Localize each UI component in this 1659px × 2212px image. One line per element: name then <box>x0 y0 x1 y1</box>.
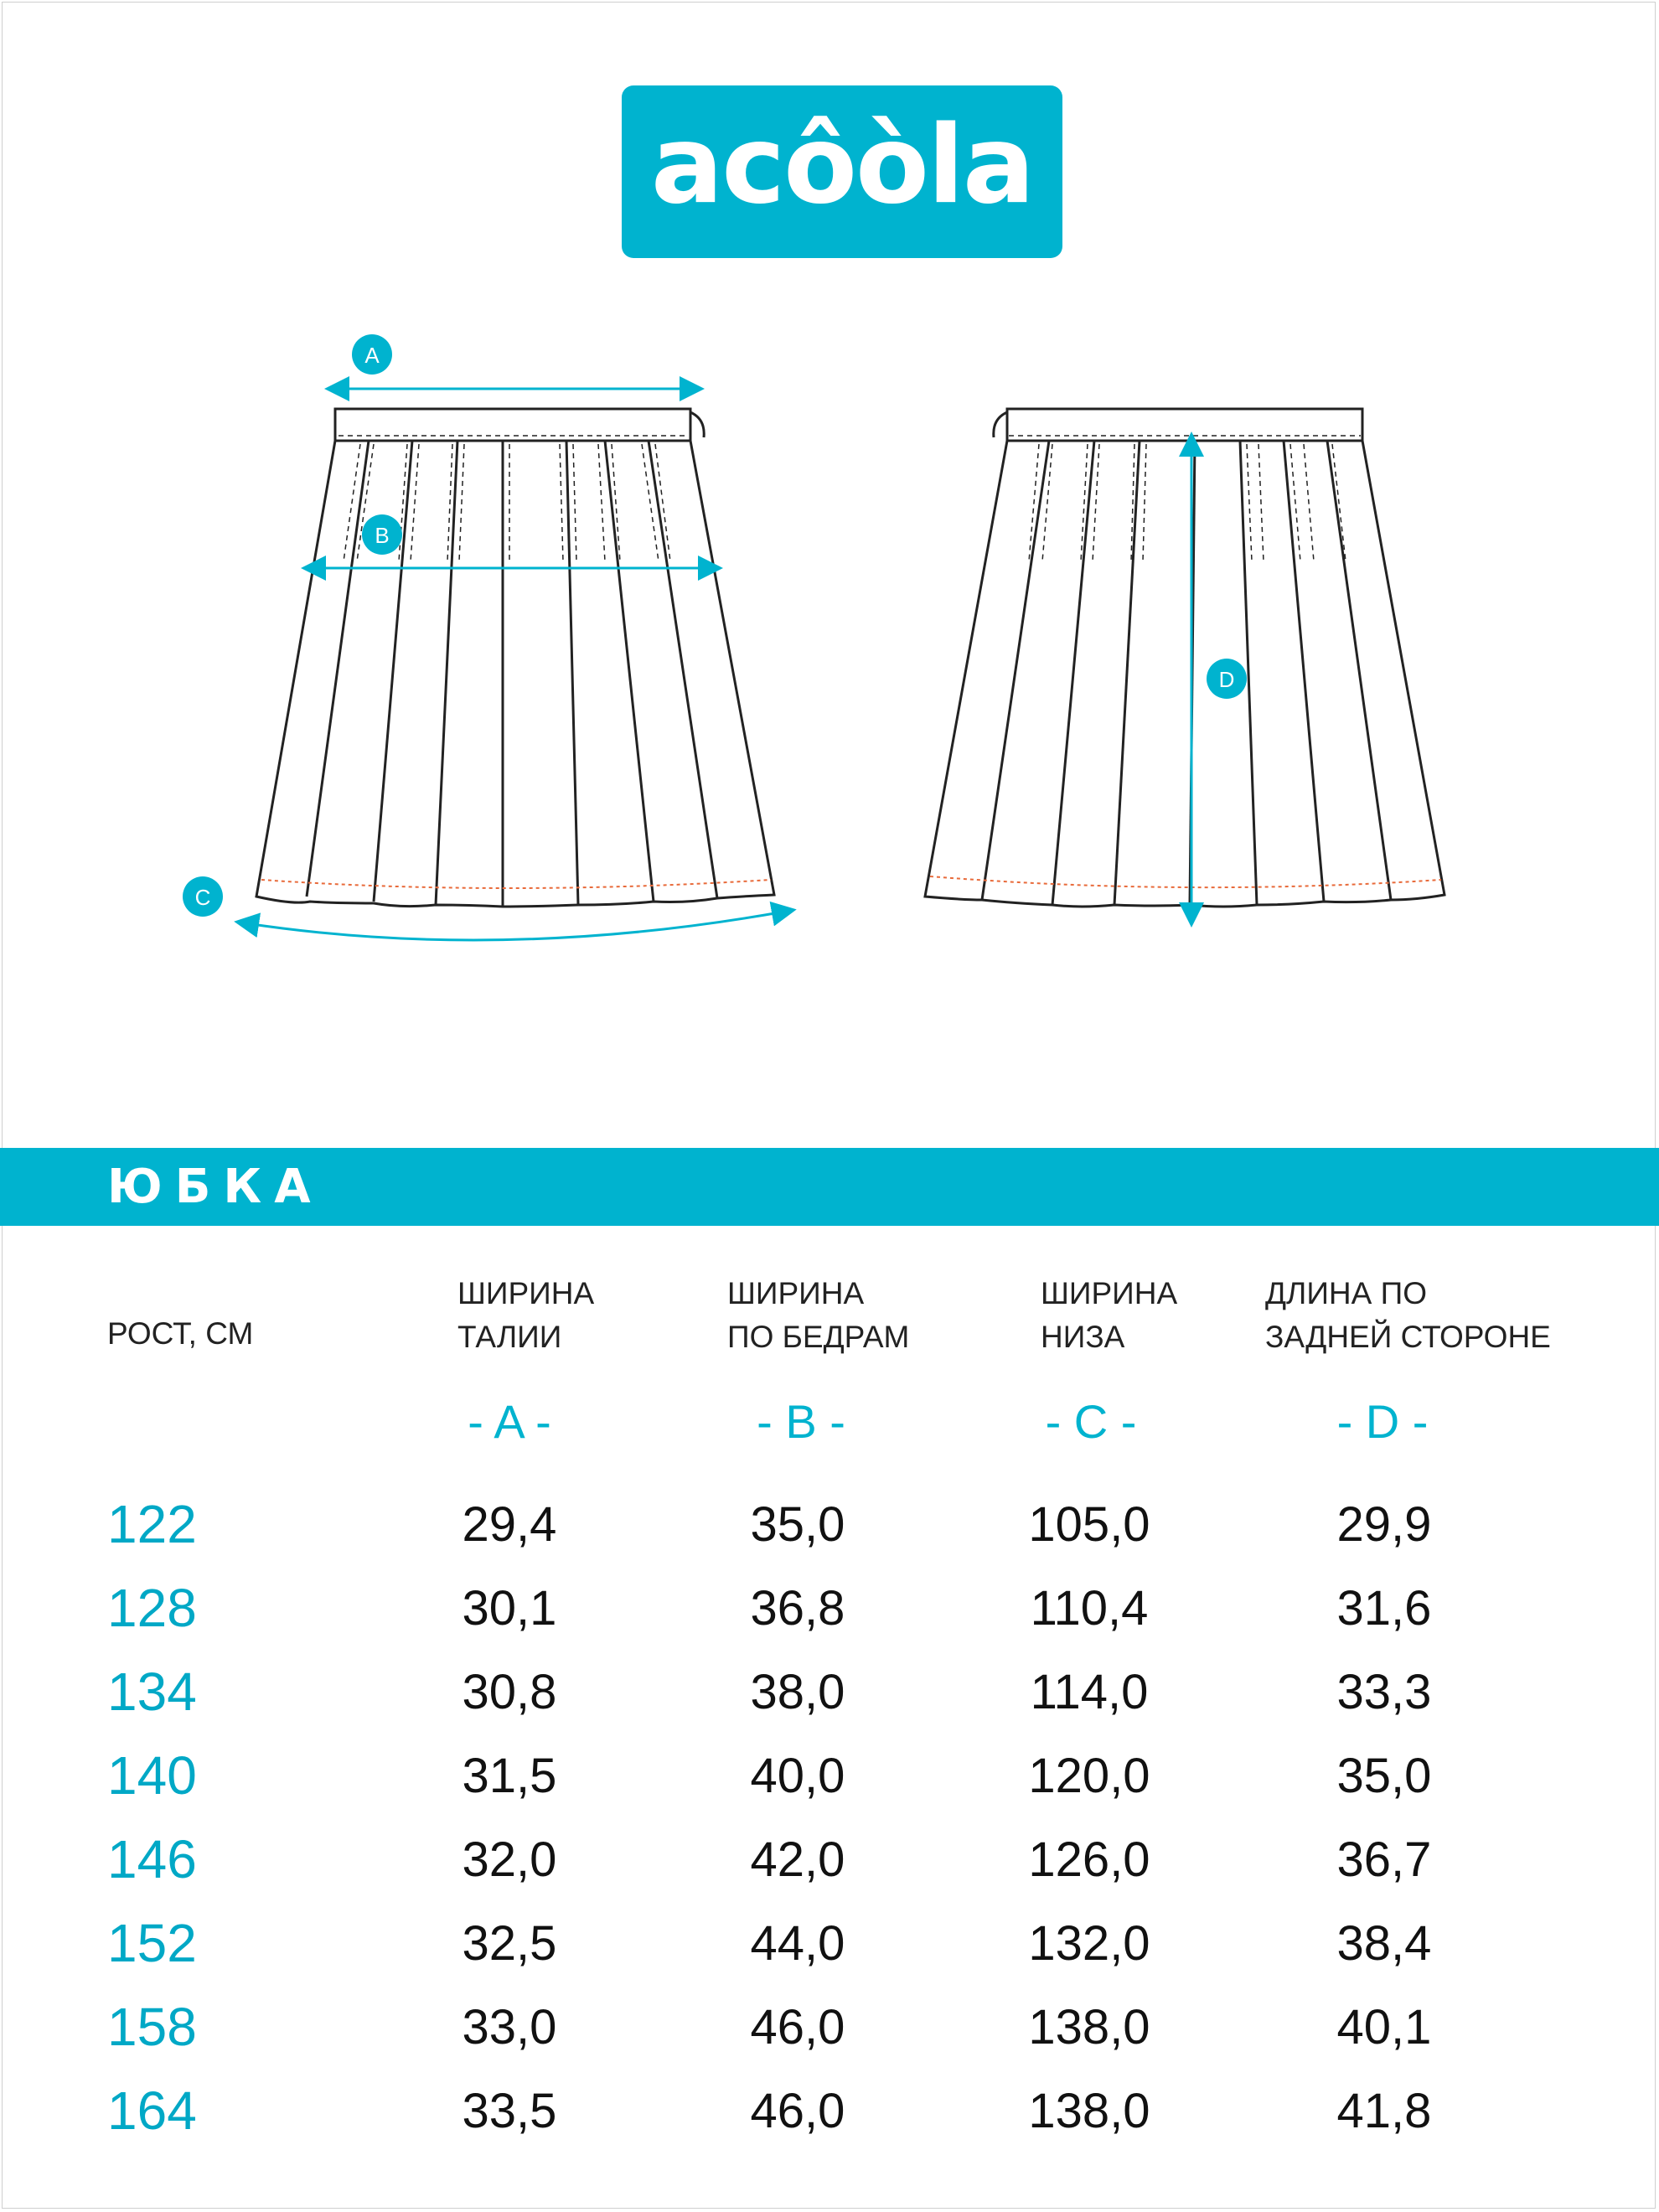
letter-c: - C - <box>1045 1395 1137 1448</box>
cell-a: 32,5 <box>462 1916 557 1971</box>
cell-b: 46,0 <box>750 2000 845 2054</box>
section-header-band <box>0 1148 1659 1226</box>
letter-a: - A - <box>468 1395 551 1448</box>
cell-b: 42,0 <box>750 1832 845 1887</box>
cell-a: 30,1 <box>462 1581 557 1636</box>
size-value: 152 <box>107 1913 197 1973</box>
cell-b: 36,8 <box>750 1581 845 1636</box>
cell-c: 138,0 <box>1028 2084 1150 2138</box>
label-b: B <box>375 523 390 548</box>
size-value: 128 <box>107 1578 197 1638</box>
measure-a <box>337 334 692 389</box>
cell-a: 30,8 <box>462 1665 557 1719</box>
cell-b: 40,0 <box>750 1749 845 1803</box>
size-value: 122 <box>107 1494 197 1554</box>
letter-b: - B - <box>757 1395 845 1448</box>
brand-logo <box>622 85 1062 258</box>
size-value: 140 <box>107 1745 197 1806</box>
skirt-back-view <box>925 409 1445 907</box>
skirt-diagram <box>0 318 1659 997</box>
cell-d: 35,0 <box>1336 1749 1432 1803</box>
label-a: A <box>364 343 380 368</box>
skirt-front-view <box>256 409 774 907</box>
header-hip-width: ШИРИНА ПО БЕДРАМ <box>727 1276 910 1354</box>
section-title: ЮБКА <box>107 1160 323 1214</box>
cell-d: 36,7 <box>1336 1832 1432 1887</box>
cell-c: 114,0 <box>1030 1665 1149 1719</box>
cell-a: 33,0 <box>462 2000 557 2054</box>
cell-d: 40,1 <box>1336 2000 1432 2054</box>
cell-a: 29,4 <box>462 1497 557 1552</box>
size-value: 164 <box>107 2080 197 2141</box>
cell-d: 33,3 <box>1336 1665 1432 1719</box>
cell-d: 29,9 <box>1336 1497 1432 1552</box>
cell-a: 31,5 <box>462 1749 557 1803</box>
cell-c: 126,0 <box>1028 1832 1150 1887</box>
cell-a: 32,0 <box>462 1832 557 1887</box>
size-value: 134 <box>107 1662 197 1722</box>
cell-d: 31,6 <box>1336 1581 1432 1636</box>
cell-c: 105,0 <box>1028 1497 1150 1552</box>
header-back-length: ДЛИНА ПО ЗАДНЕЙ СТОРОНЕ <box>1265 1276 1551 1354</box>
cell-a: 33,5 <box>462 2084 557 2138</box>
cell-b: 35,0 <box>750 1497 845 1552</box>
cell-d: 38,4 <box>1336 1916 1432 1971</box>
size-value: 146 <box>107 1829 197 1889</box>
cell-c: 138,0 <box>1028 2000 1150 2054</box>
size-value: 158 <box>107 1997 197 2057</box>
header-hem-width: ШИРИНА НИЗА <box>1041 1276 1178 1354</box>
cell-b: 38,0 <box>750 1665 845 1719</box>
cell-b: 44,0 <box>750 1916 845 1971</box>
cell-c: 120,0 <box>1028 1749 1150 1803</box>
header-waist-width: ШИРИНА ТАЛИИ <box>457 1276 595 1354</box>
cell-c: 132,0 <box>1028 1916 1150 1971</box>
letter-d: - D - <box>1336 1395 1429 1448</box>
cell-c: 110,4 <box>1030 1581 1149 1636</box>
label-c: C <box>194 885 211 910</box>
brand-logo-text: acôòla <box>650 103 1034 228</box>
header-height: РОСТ, СМ <box>107 1316 254 1351</box>
cell-d: 41,8 <box>1336 2084 1432 2138</box>
cell-b: 46,0 <box>750 2084 845 2138</box>
label-d: D <box>1218 667 1235 692</box>
